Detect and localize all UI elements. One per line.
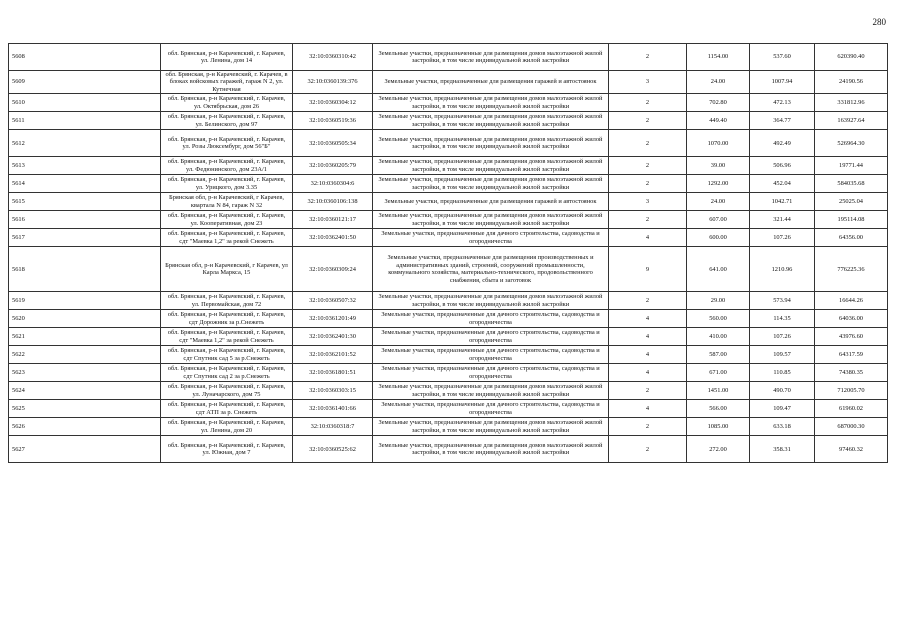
land-use-cell: Земельные участки, предназначенные для размещения гаражей и автостоянок <box>373 71 609 94</box>
row-number: 5618 <box>9 247 161 292</box>
cadastral-number-cell: 32:10:0360310:42 <box>293 44 373 71</box>
row-number: 5621 <box>9 328 161 346</box>
cadastral-number-cell: 32:10:0360309:24 <box>293 247 373 292</box>
rate-cell: 110.85 <box>750 364 815 382</box>
address-cell: Брянская обл, р-н Карачевский, г Карачев, ул Карла Маркса, 15 <box>161 247 293 292</box>
category-cell: 2 <box>609 94 687 112</box>
area-cell: 1292.00 <box>687 175 750 193</box>
row-number: 5609 <box>9 71 161 94</box>
cadastral-value-cell: 43976.60 <box>815 328 888 346</box>
land-use-cell: Земельные участки, предназначенные для размещения домов малоэтажной жилой застройки, в том числе индивидуальной жилой застройки <box>373 382 609 400</box>
table-row <box>9 193 888 211</box>
cadastral-value-cell: 24190.56 <box>815 71 888 94</box>
rate-cell: 358.31 <box>750 436 815 463</box>
area-cell: 410.00 <box>687 328 750 346</box>
land-use-cell: Земельные участки, предназначенные для размещения домов малоэтажной жилой застройки, в том числе индивидуальной жилой застройки <box>373 211 609 229</box>
rate-cell: 506.96 <box>750 157 815 175</box>
category-cell: 2 <box>609 418 687 436</box>
category-cell: 2 <box>609 436 687 463</box>
area-cell: 24.00 <box>687 193 750 211</box>
rate-cell: 1042.71 <box>750 193 815 211</box>
land-use-cell: Земельные участки, предназначенные для размещения домов малоэтажной жилой застройки, в том числе индивидуальной жилой застройки <box>373 175 609 193</box>
land-use-cell: Земельные участки, предназначенные для размещения домов малоэтажной жилой застройки, в том числе индивидуальной жилой застройки <box>373 94 609 112</box>
address-cell: обл. Брянская, р-н Карачевский, г. Карачев, ул. Южная, дом 7 <box>161 436 293 463</box>
category-cell: 2 <box>609 382 687 400</box>
rate-cell: 490.70 <box>750 382 815 400</box>
address-cell: обл. Брянская, р-н Карачевский, г. Карачев, ул. Ленина, дом 14 <box>161 44 293 71</box>
cadastral-number-cell: 32:10:0360318:7 <box>293 418 373 436</box>
category-cell: 2 <box>609 292 687 310</box>
cadastral-number-cell: 32:10:0360507:32 <box>293 292 373 310</box>
cadastral-number-cell: 32:10:0360139:376 <box>293 71 373 94</box>
table-row <box>9 112 888 130</box>
row-number: 5613 <box>9 157 161 175</box>
cadastral-value-cell: 74380.35 <box>815 364 888 382</box>
cadastral-number-cell: 32:10:0361201:49 <box>293 310 373 328</box>
cadastral-value-cell: 97460.32 <box>815 436 888 463</box>
row-number: 5617 <box>9 229 161 247</box>
area-cell: 641.00 <box>687 247 750 292</box>
table-row <box>9 44 888 71</box>
address-cell: обл. Брянская, р-н Карачевский, г. Карачев, сдт "Маевка 1,2" за рекой Снежеть <box>161 328 293 346</box>
land-use-cell: Земельные участки, предназначенные для размещения гаражей и автостоянок <box>373 193 609 211</box>
cadastral-value-cell: 620390.40 <box>815 44 888 71</box>
category-cell: 2 <box>609 44 687 71</box>
cadastral-number-cell: 32:10:0361401:66 <box>293 400 373 418</box>
area-cell: 607.00 <box>687 211 750 229</box>
rate-cell: 1210.96 <box>750 247 815 292</box>
category-cell: 3 <box>609 193 687 211</box>
address-cell: обл. Брянская, р-н Карачевский, г. Карачев, ул. Первомайская, дом 72 <box>161 292 293 310</box>
row-number: 5625 <box>9 400 161 418</box>
land-use-cell: Земельные участки, предназначенные для размещения домов малоэтажной жилой застройки, в том числе индивидуальной жилой застройки <box>373 157 609 175</box>
address-cell: обл. Брянская, р-н Карачевский, г. Карачев, ул. Луначарского, дом 75 <box>161 382 293 400</box>
rate-cell: 452.04 <box>750 175 815 193</box>
category-cell: 2 <box>609 211 687 229</box>
cadastral-value-cell: 61960.02 <box>815 400 888 418</box>
land-use-cell: Земельные участки, предназначенные для размещения производственных и административных зданий, строений, сооружений промышленности, коммунального хозяйства, материально-технического, продовольственного снабжения, сбыта и заготовок <box>373 247 609 292</box>
category-cell: 4 <box>609 400 687 418</box>
cadastral-number-cell: 32:10:0360106:138 <box>293 193 373 211</box>
cadastral-number-cell: 32:10:0360304:6 <box>293 175 373 193</box>
cadastral-value-cell: 712005.70 <box>815 382 888 400</box>
page-number: 280 <box>872 17 886 27</box>
address-cell: Брянская обл, р-н Карачевский, г Карачев, квартала N 84, гараж N 32 <box>161 193 293 211</box>
land-use-cell: Земельные участки, предназначенные для размещения домов малоэтажной жилой застройки, в том числе индивидуальной жилой застройки <box>373 44 609 71</box>
address-cell: обл. Брянская, р-н Карачевский, г. Карачев, ул. Белинского, дом 97 <box>161 112 293 130</box>
area-cell: 449.40 <box>687 112 750 130</box>
table-row <box>9 94 888 112</box>
land-registry-table <box>8 43 888 463</box>
area-cell: 24.00 <box>687 71 750 94</box>
table-row <box>9 211 888 229</box>
row-number: 5612 <box>9 130 161 157</box>
land-use-cell: Земельные участки, предназначенные для дачного строительства, садоводства и огородничества <box>373 400 609 418</box>
category-cell: 2 <box>609 157 687 175</box>
address-cell: обл. Брянская, р-н Карачевский, г. Карачев, ул. Федюнинского, дом 23А/1 <box>161 157 293 175</box>
rate-cell: 109.47 <box>750 400 815 418</box>
cadastral-number-cell: 32:10:0360205:79 <box>293 157 373 175</box>
cadastral-value-cell: 584035.68 <box>815 175 888 193</box>
category-cell: 2 <box>609 175 687 193</box>
rate-cell: 114.35 <box>750 310 815 328</box>
land-use-cell: Земельные участки, предназначенные для дачного строительства, садоводства и огородничества <box>373 364 609 382</box>
area-cell: 560.00 <box>687 310 750 328</box>
area-cell: 1154.00 <box>687 44 750 71</box>
category-cell: 2 <box>609 112 687 130</box>
cadastral-value-cell: 163927.64 <box>815 112 888 130</box>
cadastral-number-cell: 32:10:0360525:62 <box>293 436 373 463</box>
cadastral-number-cell: 32:10:0360505:34 <box>293 130 373 157</box>
area-cell: 1085.00 <box>687 418 750 436</box>
rate-cell: 573.94 <box>750 292 815 310</box>
cadastral-value-cell: 19771.44 <box>815 157 888 175</box>
address-cell: обл. Брянская, р-н Карачевский, г. Карачев, ул. Розы Люксембург, дом 56"Б" <box>161 130 293 157</box>
cadastral-value-cell: 331812.96 <box>815 94 888 112</box>
address-cell: обл. Брянская, р-н Карачевский, г. Карачев, ул. Ленина, дом 20 <box>161 418 293 436</box>
row-number: 5627 <box>9 436 161 463</box>
address-cell: обл. Брянская, р-н Карачевский, г. Карачев, сдт Спутник сад 2 за р.Снежеть <box>161 364 293 382</box>
table-row <box>9 247 888 292</box>
land-use-cell: Земельные участки, предназначенные для дачного строительства, садоводства и огородничества <box>373 310 609 328</box>
row-number: 5624 <box>9 382 161 400</box>
row-number: 5614 <box>9 175 161 193</box>
rate-cell: 321.44 <box>750 211 815 229</box>
cadastral-value-cell: 64317.59 <box>815 346 888 364</box>
table-row <box>9 364 888 382</box>
table-row <box>9 71 888 94</box>
cadastral-value-cell: 526964.30 <box>815 130 888 157</box>
cadastral-value-cell: 16644.26 <box>815 292 888 310</box>
rate-cell: 364.77 <box>750 112 815 130</box>
category-cell: 4 <box>609 229 687 247</box>
cadastral-value-cell: 25025.04 <box>815 193 888 211</box>
land-use-cell: Земельные участки, предназначенные для дачного строительства, садоводства и огородничества <box>373 346 609 364</box>
table-row <box>9 436 888 463</box>
address-cell: обл. Брянская, р-н Карачевский, г. Карачев, ул. Кооперативная, дом 23 <box>161 211 293 229</box>
land-use-cell: Земельные участки, предназначенные для размещения домов малоэтажной жилой застройки, в том числе индивидуальной жилой застройки <box>373 292 609 310</box>
address-cell: обл. Брянская, р-н Карачевский, г. Карачев, сдт "Маевка 1,2" за рекой Снежеть <box>161 229 293 247</box>
cadastral-number-cell: 32:10:0360121:17 <box>293 211 373 229</box>
address-cell: обл. Брянская, р-н Карачевский, г. Карачев, сдт Дорожник за р.Снежеть <box>161 310 293 328</box>
table-row <box>9 400 888 418</box>
cadastral-number-cell: 32:10:0360303:15 <box>293 382 373 400</box>
category-cell: 4 <box>609 310 687 328</box>
row-number: 5619 <box>9 292 161 310</box>
table-row <box>9 418 888 436</box>
table-row <box>9 382 888 400</box>
table-row <box>9 157 888 175</box>
cadastral-value-cell: 64036.00 <box>815 310 888 328</box>
address-cell: обл. Брянская, р-н Карачевский, г. Карачев, ул. Урицкого, дом 3.35 <box>161 175 293 193</box>
row-number: 5610 <box>9 94 161 112</box>
category-cell: 4 <box>609 364 687 382</box>
area-cell: 702.80 <box>687 94 750 112</box>
area-cell: 600.00 <box>687 229 750 247</box>
area-cell: 671.00 <box>687 364 750 382</box>
table-row <box>9 130 888 157</box>
address-cell: обл. Брянская, р-н Карачевский, г. Карачев, в блоках войсковых гаражей, гараж N 2, ул. Кутнечная <box>161 71 293 94</box>
cadastral-value-cell: 64356.00 <box>815 229 888 247</box>
address-cell: обл. Брянская, р-н Карачевский, г. Карачев, ул. Октябрьская, дом 26 <box>161 94 293 112</box>
rate-cell: 107.26 <box>750 229 815 247</box>
cadastral-number-cell: 32:10:0362401:30 <box>293 328 373 346</box>
land-use-cell: Земельные участки, предназначенные для дачного строительства, садоводства и огородничества <box>373 328 609 346</box>
area-cell: 29.00 <box>687 292 750 310</box>
address-cell: обл. Брянская, р-н Карачевский, г. Карачев, сдт Спутник сад 5 за р.Снежеть <box>161 346 293 364</box>
cadastral-number-cell: 32:10:0362401:50 <box>293 229 373 247</box>
table-body <box>9 44 888 463</box>
area-cell: 272.00 <box>687 436 750 463</box>
category-cell: 2 <box>609 130 687 157</box>
land-use-cell: Земельные участки, предназначенные для размещения домов малоэтажной жилой застройки, в том числе индивидуальной жилой застройки <box>373 418 609 436</box>
row-number: 5620 <box>9 310 161 328</box>
row-number: 5608 <box>9 44 161 71</box>
row-number: 5611 <box>9 112 161 130</box>
rate-cell: 109.57 <box>750 346 815 364</box>
land-use-cell: Земельные участки, предназначенные для размещения домов малоэтажной жилой застройки, в том числе индивидуальной жилой застройки <box>373 436 609 463</box>
rate-cell: 633.18 <box>750 418 815 436</box>
area-cell: 39.00 <box>687 157 750 175</box>
row-number: 5616 <box>9 211 161 229</box>
category-cell: 4 <box>609 328 687 346</box>
cadastral-value-cell: 776225.36 <box>815 247 888 292</box>
table-row <box>9 229 888 247</box>
address-cell: обл. Брянская, р-н Карачевский, г. Карачев, сдт АТП за р. Снежеть <box>161 400 293 418</box>
table-row <box>9 310 888 328</box>
cadastral-number-cell: 32:10:0362101:52 <box>293 346 373 364</box>
cadastral-value-cell: 195114.08 <box>815 211 888 229</box>
table-row <box>9 292 888 310</box>
cadastral-number-cell: 32:10:0361801:51 <box>293 364 373 382</box>
rate-cell: 472.13 <box>750 94 815 112</box>
area-cell: 587.00 <box>687 346 750 364</box>
rate-cell: 537.60 <box>750 44 815 71</box>
land-use-cell: Земельные участки, предназначенные для размещения домов малоэтажной жилой застройки, в том числе индивидуальной жилой застройки <box>373 130 609 157</box>
land-use-cell: Земельные участки, предназначенные для дачного строительства, садоводства и огородничества <box>373 229 609 247</box>
table-row <box>9 328 888 346</box>
cadastral-number-cell: 32:10:0360519:36 <box>293 112 373 130</box>
rate-cell: 107.26 <box>750 328 815 346</box>
category-cell: 4 <box>609 346 687 364</box>
cadastral-number-cell: 32:10:0360304:12 <box>293 94 373 112</box>
land-use-cell: Земельные участки, предназначенные для размещения домов малоэтажной жилой застройки, в том числе индивидуальной жилой застройки <box>373 112 609 130</box>
rate-cell: 492.49 <box>750 130 815 157</box>
category-cell: 9 <box>609 247 687 292</box>
area-cell: 566.00 <box>687 400 750 418</box>
row-number: 5622 <box>9 346 161 364</box>
area-cell: 1451.00 <box>687 382 750 400</box>
row-number: 5623 <box>9 364 161 382</box>
category-cell: 3 <box>609 71 687 94</box>
row-number: 5626 <box>9 418 161 436</box>
table-row <box>9 346 888 364</box>
cadastral-value-cell: 687000.30 <box>815 418 888 436</box>
row-number: 5615 <box>9 193 161 211</box>
area-cell: 1070.00 <box>687 130 750 157</box>
table-row <box>9 175 888 193</box>
rate-cell: 1007.94 <box>750 71 815 94</box>
